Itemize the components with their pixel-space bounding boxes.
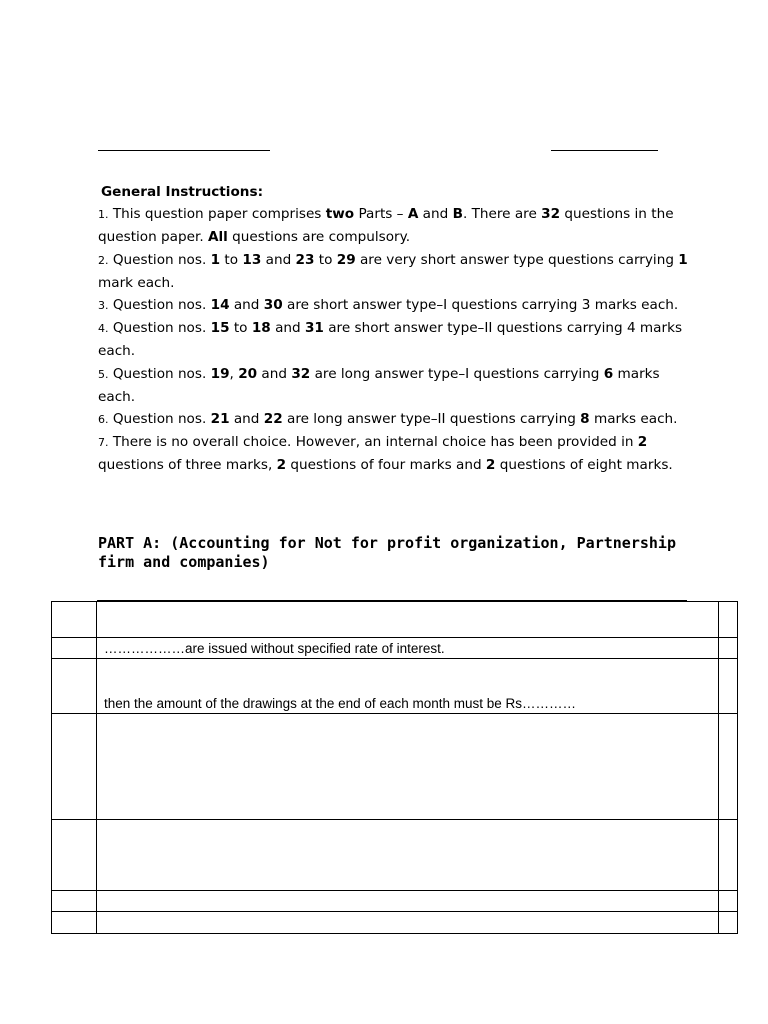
question-text-cell: then the amount of the drawings at the end of each month must be Rs…………: [97, 659, 719, 714]
table-row: [52, 891, 738, 912]
question-text-cell: [97, 912, 719, 934]
instruction-text: and: [229, 411, 264, 428]
question-text-cell: [97, 602, 719, 638]
instruction-text: are very short answer type questions carrying: [355, 251, 679, 268]
instruction-text: Question nos.: [108, 251, 211, 268]
table-row: [52, 912, 738, 934]
question-text-cell: [97, 714, 719, 820]
instruction-emphasis: 20: [238, 365, 258, 382]
instruction-text: Question nos.: [108, 365, 211, 382]
marks-cell: [719, 820, 738, 891]
question-number-cell: [52, 602, 97, 638]
instruction-emphasis: 14: [210, 297, 230, 314]
instruction-text: questions of eight marks.: [495, 457, 673, 474]
name-blank-line: [98, 150, 270, 151]
instruction-text: questions of four marks and: [286, 457, 486, 474]
question-text-cell: [97, 820, 719, 891]
instruction-text: are short answer type–I questions carrying 3 marks each.: [282, 297, 679, 314]
instruction-emphasis: 2: [276, 457, 287, 474]
instruction-emphasis: 29: [336, 251, 356, 268]
instruction-text: questions in the question paper.: [98, 206, 674, 246]
instruction-text: to: [220, 251, 243, 268]
question-text-cell: [97, 891, 719, 912]
instruction-item: [98, 203, 698, 248]
instruction-item: [98, 317, 698, 362]
instruction-number: 2.: [98, 253, 109, 267]
instruction-emphasis: 15: [210, 320, 230, 337]
instruction-emphasis: 8: [580, 411, 590, 428]
instruction-emphasis: 21: [210, 411, 230, 428]
instruction-emphasis: 18: [251, 320, 271, 337]
instruction-text: mark each.: [98, 274, 175, 291]
instruction-emphasis: 31: [304, 320, 324, 337]
instruction-emphasis: 19: [210, 365, 230, 382]
roll-no-blank-line: [551, 150, 658, 151]
instruction-number: 6.: [98, 413, 109, 427]
instruction-emphasis: All: [207, 229, 228, 246]
table-row: [52, 659, 738, 714]
instruction-item: [98, 363, 698, 408]
instruction-text: . There are: [462, 206, 542, 223]
instruction-text: and: [229, 297, 264, 314]
question-number-cell: [52, 912, 97, 934]
instruction-emphasis: 2: [637, 434, 648, 451]
instruction-text: are short answer type–II questions carrying 4 marks each.: [98, 320, 683, 360]
instruction-text: and: [257, 365, 292, 382]
instruction-emphasis: 23: [295, 251, 315, 268]
general-instructions-heading: General Instructions:: [101, 184, 264, 200]
part-a-heading: PART A: (Accounting for Not for profit organization, Partnership firm and companies): [98, 534, 676, 571]
table-row: [52, 602, 738, 638]
question-number-cell: [52, 891, 97, 912]
instruction-emphasis: 13: [242, 251, 262, 268]
instruction-text: questions of three marks,: [98, 457, 277, 474]
instruction-text: There is no overall choice. However, an internal choice has been provided in: [108, 434, 638, 451]
marks-cell: [719, 602, 738, 638]
instruction-item: [98, 431, 698, 476]
instruction-text: Question nos.: [108, 297, 211, 314]
marks-cell: [719, 714, 738, 820]
instruction-text: and: [270, 320, 305, 337]
instruction-text: Question nos.: [108, 320, 211, 337]
instruction-text: are long answer type–I questions carrying: [310, 365, 604, 382]
instruction-text: This question paper comprises: [108, 206, 326, 223]
question-number-cell: [52, 714, 97, 820]
question-text-cell: ………………are issued without specified rate of interest.: [97, 638, 719, 659]
instruction-number: 1.: [98, 208, 109, 222]
question-number-cell: [52, 638, 97, 659]
marks-cell: [719, 912, 738, 934]
table-row: [52, 820, 738, 891]
general-instructions: [98, 181, 698, 477]
instruction-emphasis: A: [407, 206, 419, 223]
instruction-emphasis: 32: [291, 365, 311, 382]
instruction-number: 3.: [98, 299, 109, 313]
instruction-emphasis: 30: [263, 297, 283, 314]
instructions-list: [98, 203, 698, 476]
instruction-text: and: [261, 251, 296, 268]
instruction-text: questions are compulsory.: [227, 229, 411, 246]
instruction-emphasis: 6: [603, 365, 614, 382]
instruction-text: Question nos.: [108, 411, 211, 428]
instruction-text: and: [418, 206, 453, 223]
instruction-emphasis: 1: [210, 251, 221, 268]
instruction-emphasis: two: [325, 206, 355, 223]
instruction-emphasis: 22: [263, 411, 283, 428]
instruction-text: marks each.: [98, 365, 660, 405]
instruction-emphasis: 1: [678, 251, 688, 268]
instruction-text: marks each.: [589, 411, 678, 428]
marks-cell: [719, 638, 738, 659]
question-number-cell: [52, 820, 97, 891]
marks-cell: [719, 891, 738, 912]
instruction-text: to: [229, 320, 252, 337]
instruction-number: 5.: [98, 367, 109, 381]
instruction-item: [98, 408, 698, 431]
instruction-emphasis: 32: [541, 206, 561, 223]
instruction-text: ,: [229, 365, 239, 382]
instruction-text: are long answer type–II questions carrying: [282, 411, 581, 428]
question-table: [51, 601, 738, 934]
instruction-item: [98, 294, 698, 317]
instruction-number: 7.: [98, 436, 109, 450]
instruction-text: Parts –: [354, 206, 408, 223]
table-row: [52, 638, 738, 659]
instruction-number: 4.: [98, 322, 109, 336]
instruction-emphasis: B: [452, 206, 463, 223]
marks-cell: [719, 659, 738, 714]
question-number-cell: [52, 659, 97, 714]
instruction-text: to: [314, 251, 337, 268]
table-row: [52, 714, 738, 820]
instruction-item: [98, 249, 698, 294]
instruction-emphasis: 2: [485, 457, 496, 474]
